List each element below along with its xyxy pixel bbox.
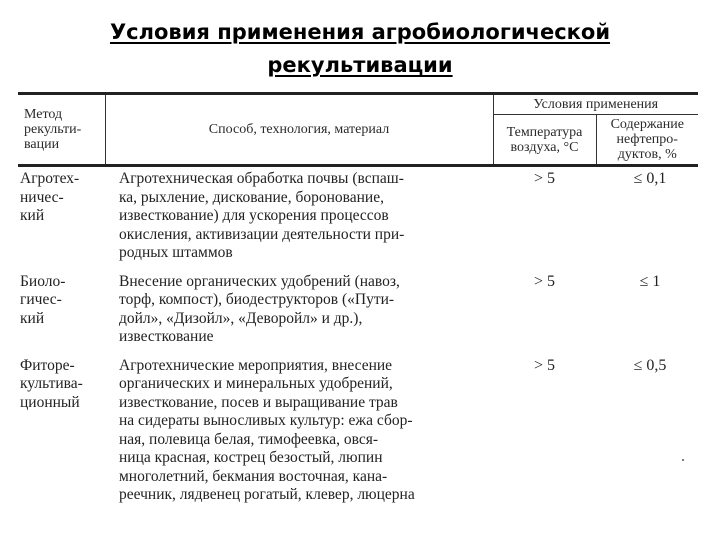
method-cell: Фиторе- культива- ционный <box>20 356 83 411</box>
table-row <box>18 166 698 270</box>
technology-cell: Агротехнические мероприятия, внесение органических и минеральных удобрений, известкование, посев и выращивание трав на сидераты выносливых культур: ежа сбор- ная, полевица белая, тимофеевка, овся- ница красная, кострец безостый, люпин многолетний, бекмания восточная, кана- реечник, лядвенец рогатый, клевер, люцерна <box>119 356 415 503</box>
header-technology: Способ, технология, материал <box>105 94 493 166</box>
header-oil-content: Содержание нефтепро- дуктов, % <box>596 115 698 166</box>
slide-title <box>0 16 720 82</box>
temperature-cell: > 5 <box>533 170 556 187</box>
title-line-2: рекультивации <box>267 53 453 77</box>
temperature-cell: > 5 <box>533 356 556 374</box>
method-cell: Агротех- ничес- кий <box>20 170 80 224</box>
header-temperature: Температура воздуха, °С <box>493 115 596 166</box>
header-method: Метод рекульти- вации <box>18 94 105 166</box>
table-row <box>18 270 698 354</box>
table-row <box>18 354 698 505</box>
header-conditions: Условия применения <box>493 94 698 115</box>
oil-content-cell: ≤ 1 <box>639 272 661 290</box>
recultivation-conditions-table <box>18 92 698 505</box>
temperature-cell: > 5 <box>533 272 556 290</box>
title-line-1: Условия применения агробиологической <box>109 20 611 44</box>
oil-content-cell: ≤ 0,1 <box>633 170 667 187</box>
technology-cell: Агротехническая обработка почвы (вспаш- ка, рыхление, дискование, боронование, известкование) для ускорения процессов окисления, активизации деятельности при- родных штаммов <box>119 170 405 261</box>
scan-speck <box>682 459 684 461</box>
oil-content-cell: ≤ 0,5 <box>633 356 667 374</box>
method-cell: Биоло- гичес- кий <box>20 272 66 327</box>
technology-cell: Внесение органических удобрений (навоз, торф, компост), биодеструкторов («Пути- дойл», «Дизойл», «Деворойл» и др.), известкование <box>119 272 400 345</box>
scanned-table-image <box>18 92 704 530</box>
